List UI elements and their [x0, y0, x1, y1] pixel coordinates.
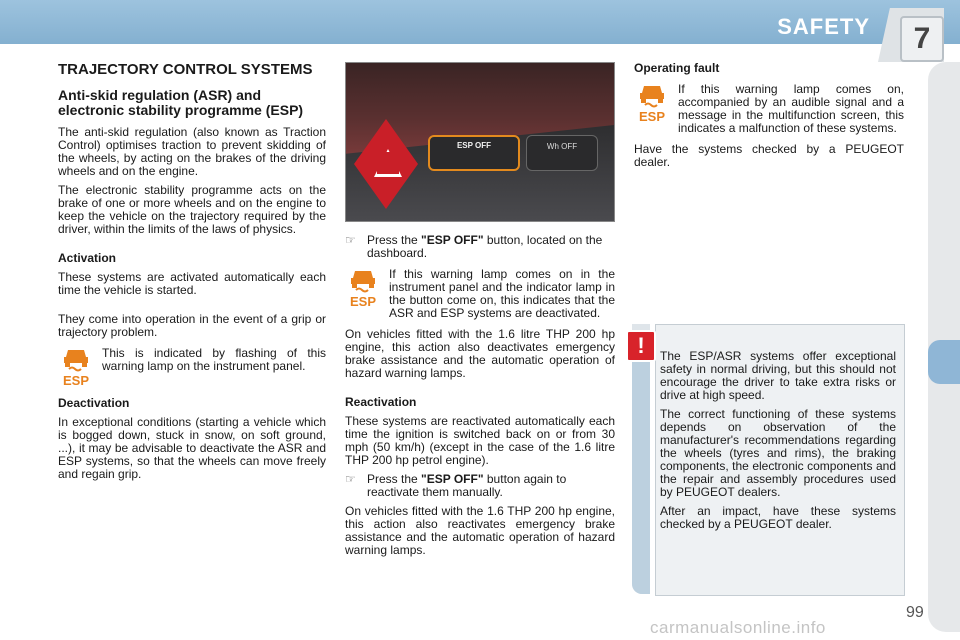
press-instruction-text: Press the "ESP OFF" button, located on the dashboard. [367, 233, 603, 260]
esp-description: The electronic stability programme acts on the brake of one or more wheels and on the engine to keep the vehicle on the trajectory required by the driver, within the limits of the laws of physics. [58, 183, 326, 236]
warning-icon: ! [626, 330, 656, 362]
thp-deactivate-text: On vehicles fitted with the 1.6 litre THP 200 hp engine, this action also deactivates emergency brake assistance and the automatic operation of hazard warning lamps. [345, 327, 615, 380]
activation-operation-text: They come into operation in the event of a grip or trajectory problem. [58, 312, 326, 339]
reactivation-heading: Reactivation [345, 395, 417, 409]
deactivated-icon-row [345, 268, 615, 320]
chapter-title: SAFETY [777, 14, 870, 39]
esp-icon-label: ESP [638, 109, 666, 124]
fault-icon-row [634, 83, 904, 135]
reactivation-text: These systems are reactivated automatically each time the ignition is switched back on or from 30 mph (50 km/h) (except in the case of the 1.6 litre THP 200 hp petrol engine). [345, 414, 615, 467]
section-title: TRAJECTORY CONTROL SYSTEMS [58, 61, 313, 78]
thp-reactivate-text: On vehicles fitted with the 1.6 THP 200 hp engine, this action also reactivates emergency brake assistance and the automatic operation of hazard warning lamps. [345, 504, 615, 557]
press-again-instruction [345, 473, 615, 499]
pointing-hand-icon: ☞ [345, 472, 356, 486]
esp-warning-icon [345, 268, 381, 310]
notice-sidebar-fill [632, 360, 650, 594]
column-middle [345, 62, 615, 563]
activation-icon-row [58, 347, 326, 389]
column-right [634, 62, 904, 175]
watermark: carmanualsonline.info [650, 618, 826, 637]
esp-icon-label: ESP [62, 373, 90, 388]
fault-text: Have the systems checked by a PEUGEOT dealer. [634, 142, 904, 169]
esp-warning-icon [634, 83, 670, 125]
fault-icon-text: If this warning lamp comes on, accompanied by an audible signal and a message in the multifunction screen, this indicates a malfunction of these systems. [678, 82, 904, 135]
section-subtitle: Anti-skid regulation (ASR) and electronic stability programme (ESP) [58, 87, 304, 118]
esp-warning-icon [58, 347, 94, 389]
deactivated-icon-text: If this warning lamp comes on in the instrument panel and the indicator lamp in the button come on, this indicates that the ASR and ESP systems are deactivated. [389, 267, 615, 320]
asr-description: The anti-skid regulation (also known as Traction Control) optimises traction to prevent skidding of the wheels, by acting on the brakes of the driving wheels and on the engine. [58, 125, 326, 178]
notice-paragraph: The correct functioning of these systems depends on observation of the manufacturer's recommendations regarding the wheels (tyres and rims), the braking components, the electronic components and the repair and assembly procedures used by PEUGEOT dealers. [660, 407, 896, 499]
activation-heading: Activation [58, 251, 117, 265]
press-again-text: Press the "ESP OFF" button again to reactivate them manually. [367, 472, 567, 499]
activation-text: These systems are activated automatically each time the vehicle is started. [58, 270, 326, 297]
notice-paragraph: After an impact, have these systems checked by a PEUGEOT dealer. [660, 504, 896, 531]
notice-paragraph: The ESP/ASR systems offer exceptional safety in normal driving, but this should not encourage the driver to take extra risks or drive at high speed. [660, 349, 896, 402]
chapter-number: 7 [900, 16, 944, 62]
activation-icon-text: This is indicated by flashing of this warning lamp on the instrument panel. [102, 346, 326, 373]
notice-text [660, 350, 896, 537]
press-instruction [345, 234, 615, 260]
side-tab-active [928, 340, 960, 384]
esp-off-button-photo: ESP OFF [428, 135, 520, 171]
esp-icon-label: ESP [349, 294, 377, 309]
deactivation-text: In exceptional conditions (starting a vehicle which is bogged down, stuck in snow, on soft ground, ...), it may be advisable to deactivate the ASR and ESP systems, so that the wheels can move freely and regain grip. [58, 415, 326, 481]
deactivation-heading: Deactivation [58, 396, 130, 410]
fault-heading: Operating fault [634, 61, 720, 75]
column-left [58, 62, 326, 487]
page-number: 99 [906, 604, 924, 621]
dashboard-photo [345, 62, 615, 222]
pointing-hand-icon: ☞ [345, 233, 356, 247]
secondary-button-photo: Wh OFF [526, 135, 598, 171]
